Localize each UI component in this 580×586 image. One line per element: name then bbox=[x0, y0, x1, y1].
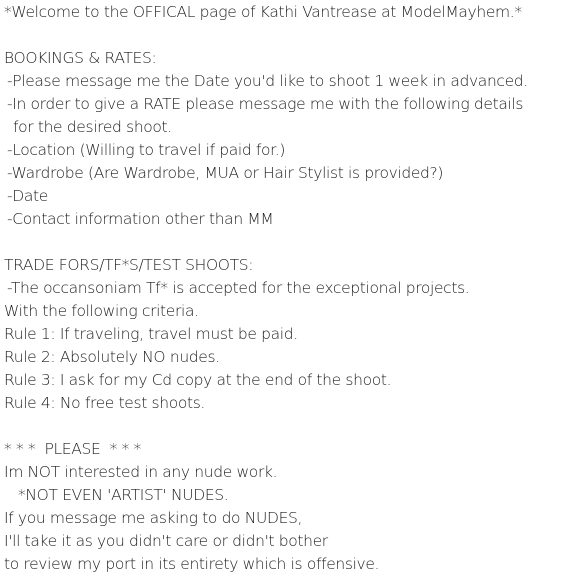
please-line: to review my port in its entirety which is offensive. bbox=[4, 555, 380, 573]
bookings-line: -Contact information other than MM bbox=[7, 210, 274, 228]
please-line: If you message me asking to do NUDES, bbox=[4, 509, 303, 527]
bookings-line: -In order to give a RATE please message me with the following details bbox=[7, 95, 524, 113]
bookings-line: -Wardrobe (Are Wardrobe, MUA or Hair Stylist is provided?) bbox=[7, 164, 444, 182]
please-line: Im NOT interested in any nude work. bbox=[4, 463, 278, 481]
trade-rule: Rule 3: I ask for my Cd copy at the end of the shoot. bbox=[4, 371, 392, 389]
bookings-heading: BOOKINGS & RATES: bbox=[4, 49, 157, 67]
trade-rule: Rule 1: If traveling, travel must be paid. bbox=[4, 325, 298, 343]
bookings-line: -Date bbox=[7, 187, 48, 205]
bookings-line: for the desired shoot. bbox=[13, 118, 172, 136]
please-heading: * * * PLEASE * * * bbox=[4, 440, 141, 458]
trade-rule: Rule 2: Absolutely NO nudes. bbox=[4, 348, 220, 366]
trade-line: -The occansoniam Tf* is accepted for the exceptional projects. bbox=[7, 279, 470, 297]
welcome-line: *Welcome to the OFFICAL page of Kathi Vantrease at ModelMayhem.* bbox=[4, 3, 522, 21]
trade-rule: Rule 4: No free test shoots. bbox=[4, 394, 206, 412]
trade-line: With the following criteria. bbox=[4, 302, 199, 320]
please-line: *NOT EVEN 'ARTIST' NUDES. bbox=[18, 486, 229, 504]
trade-heading: TRADE FORS/TF*S/TEST SHOOTS: bbox=[4, 256, 254, 274]
please-line: I'll take it as you didn't care or didn't bother bbox=[4, 532, 328, 550]
bookings-line: -Location (Willing to travel if paid for.) bbox=[7, 141, 286, 159]
bookings-line: -Please message me the Date you'd like to shoot 1 week in advanced. bbox=[7, 72, 528, 90]
